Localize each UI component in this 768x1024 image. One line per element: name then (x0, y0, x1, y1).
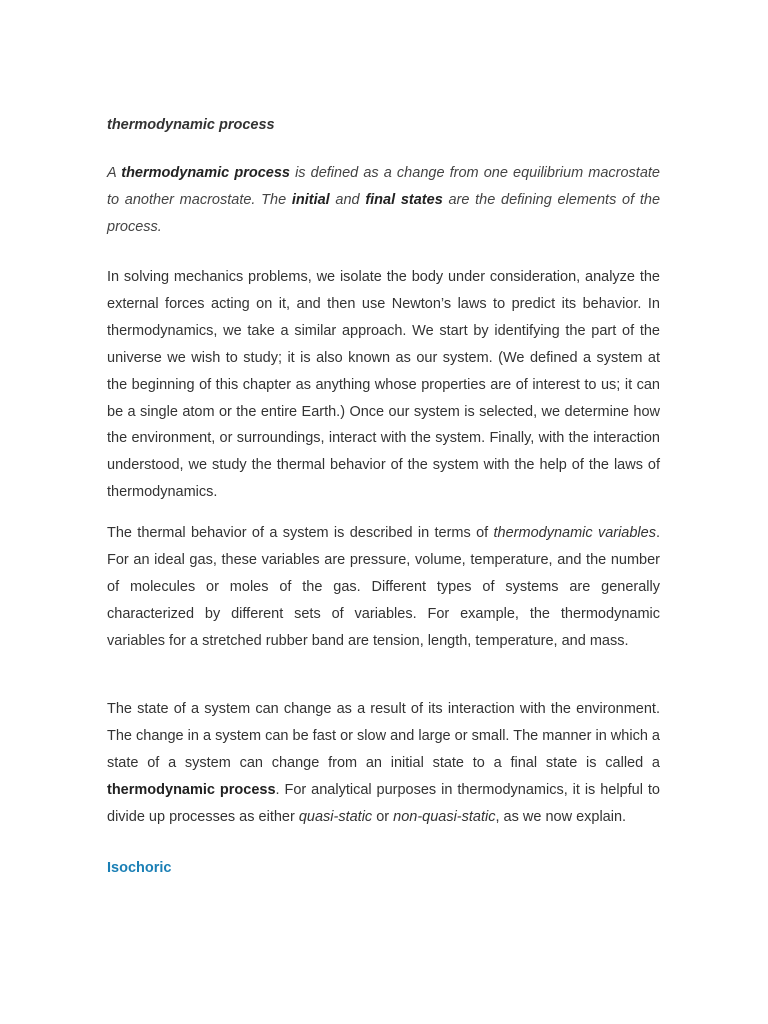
intro-text-1: A (107, 165, 122, 181)
intro-paragraph (107, 160, 660, 241)
term-thermodynamic-process: thermodynamic process (121, 165, 290, 181)
term-quasi-static: quasi-static (298, 808, 373, 825)
para3-text-1: The state of a system can change as a result of its interaction with the environment. The change in a system can be fast or slow and large or small. The manner in which a state of a system can change from an initial state to a final state is called a (107, 701, 660, 771)
body-paragraph-3 (107, 696, 660, 831)
intro-text-3: and (329, 191, 366, 208)
term-thermodynamic-variables: thermodynamic variables (493, 525, 656, 541)
term-final-states: final states (365, 191, 443, 208)
body-paragraph-1: In solving mechanics problems, we isolate the body under consideration, analyze the external forces acting on it, and then use Newton’s laws to predict its behavior. In thermodynamics, we take a similar approach. We start by identifying the part of the universe we wish to study; it is also known as our system. (We defined a system at the beginning of this chapter as anything whose properties are of interest to us; it can be a single atom or the entire Earth.) Once our system is selected, we determine how the environment, or surroundings, interact with the system. Finally, with the interaction understood, we study the thermal behavior of the system with the help of the laws of thermodynamics. (107, 269, 660, 501)
intro-text-4: are the defining elements of the process. (107, 191, 661, 235)
para2-text-2: . For an ideal gas, these variables are pressure, volume, temperature, and the number of molecules or moles of the gas. Different types of systems are generally characterized by different sets of variables. For example, the thermodynamic variables for a stretched rubber band are tension, length, temperature, and mass. (107, 525, 660, 649)
para3-text-3: or (372, 808, 394, 825)
term-thermodynamic-process-2: thermodynamic process (107, 781, 276, 798)
term-initial: initial (291, 191, 330, 208)
para2-text-1: The thermal behavior of a system is described in terms of (107, 525, 494, 541)
page-title: thermodynamic process (107, 117, 275, 133)
intro-text-2: is defined as a change from one equilibrium macrostate to another macrostate. The (107, 165, 660, 208)
term-non-quasi-static: non-quasi-static (393, 808, 496, 825)
para3-text-4: , as we now explain. (495, 808, 627, 825)
body-paragraph-2 (107, 520, 660, 655)
para3-text-2: . For analytical purposes in thermodynamics, it is helpful to divide up processes as either (107, 781, 660, 825)
section-title-isochoric: Isochoric (107, 860, 172, 876)
